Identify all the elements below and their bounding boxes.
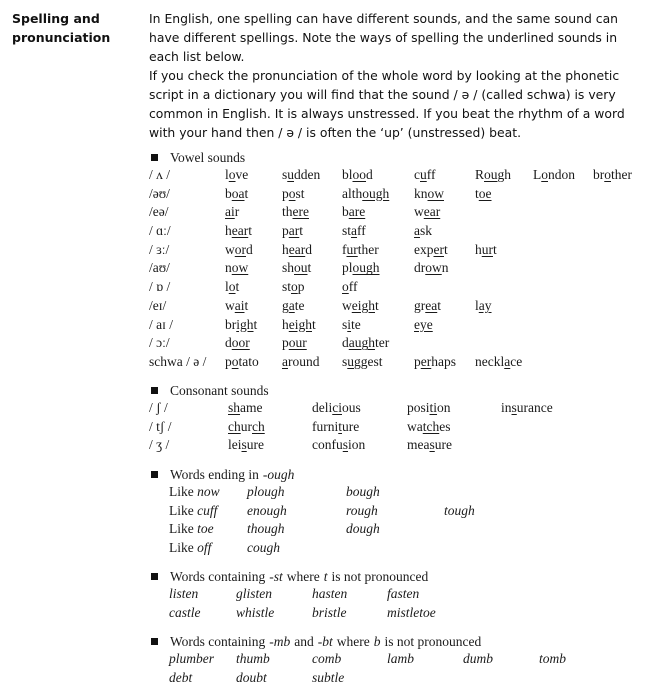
word: plough: [247, 484, 285, 499]
word: daughter: [342, 335, 390, 351]
st-row: [149, 604, 436, 624]
word: Rough: [475, 167, 512, 182]
mb-row: [149, 670, 481, 689]
word: lamb: [387, 651, 414, 666]
bullet-icon: [151, 573, 158, 580]
word: watches: [407, 418, 451, 434]
word: part: [282, 223, 304, 239]
word: whistle: [236, 604, 275, 620]
vowel-row: [149, 353, 523, 373]
vowel-row: [149, 167, 632, 186]
vowel-row: [149, 241, 497, 261]
word: measure: [407, 437, 453, 453]
word: though: [247, 521, 285, 537]
word: delicious: [312, 400, 361, 415]
word: hasten: [312, 586, 348, 601]
phonetic-symbol: /eɪ/: [149, 297, 167, 313]
word: door: [225, 335, 250, 351]
word: love: [225, 167, 249, 182]
phonetic-symbol: / ɒ /: [149, 279, 171, 295]
bullet-icon: [151, 638, 158, 645]
like-label: Like toe: [169, 521, 214, 537]
word: plumber: [169, 651, 214, 666]
word: perhaps: [414, 353, 456, 369]
word: shame: [228, 400, 263, 415]
word: wear: [414, 204, 441, 220]
consonant-row: [149, 437, 453, 456]
word: castle: [169, 604, 201, 620]
word: know: [414, 185, 444, 201]
word: lot: [225, 279, 240, 295]
word: bristle: [312, 604, 347, 620]
word: necklace: [475, 353, 523, 369]
vowel-sounds-section: [149, 148, 632, 373]
word: fasten: [387, 586, 420, 601]
phonetic-symbol: / ʃ /: [149, 400, 168, 415]
word: further: [342, 241, 379, 257]
word: church: [228, 418, 265, 434]
like-label: Like now: [169, 484, 220, 499]
word: doubt: [236, 669, 267, 685]
phonetic-symbol: /əʊ/: [149, 185, 170, 201]
word: around: [282, 353, 320, 369]
word: now: [225, 260, 249, 276]
word: toe: [475, 185, 492, 201]
word: glisten: [236, 586, 272, 601]
mb-row: [149, 651, 566, 670]
vowel-row: [149, 204, 441, 223]
word: cough: [247, 540, 280, 556]
word: bright: [225, 316, 258, 332]
consonant-row: [149, 418, 451, 438]
ough-row: [149, 484, 380, 503]
word: air: [225, 204, 240, 220]
ough-heading: Words ending in -ough: [149, 465, 294, 484]
phonetic-symbol: / ɔː/: [149, 335, 170, 351]
word: tough: [444, 502, 475, 518]
word: suggest: [342, 353, 383, 369]
st-row: [149, 586, 428, 605]
word: potato: [225, 353, 259, 369]
word: pour: [282, 335, 307, 351]
word: although: [342, 185, 390, 201]
consonant-sounds-heading: Consonant sounds: [149, 381, 269, 400]
word: leisure: [228, 437, 265, 453]
word: cuff: [414, 167, 436, 182]
word: heard: [282, 241, 312, 257]
word: tomb: [539, 651, 566, 666]
mb-bt-section: [149, 632, 566, 688]
word: gate: [282, 297, 305, 313]
word: great: [414, 297, 441, 313]
ough-row: [149, 521, 380, 540]
word: debt: [169, 669, 193, 685]
intro-paragraph-2: If you check the pronunciation of the whole word by looking at the phonetic script in a dictionary you will find that the sound / ə / (called schwa) is very common in English. It is always unstressed. If you beat the rhythm of a word with your hand then / ə / is often the ‘up’ (unstressed) beat.: [149, 68, 625, 140]
phonetic-symbol: / ʌ /: [149, 167, 171, 182]
vowel-row: [149, 279, 358, 298]
word: site: [342, 316, 361, 332]
vowel-row: [149, 297, 492, 317]
word: confusion: [312, 437, 366, 453]
word: rough: [346, 502, 378, 518]
word: dumb: [463, 651, 493, 666]
word: listen: [169, 586, 199, 601]
word: expert: [414, 241, 448, 257]
word: bare: [342, 204, 366, 220]
phonetic-symbol: /eə/: [149, 204, 169, 220]
ough-row: [149, 502, 475, 522]
word: bough: [346, 484, 380, 499]
phonetic-symbol: / aɪ /: [149, 316, 173, 332]
vowel-row: [149, 185, 492, 205]
word: mistletoe: [387, 604, 436, 620]
word: enough: [247, 502, 287, 518]
word: staff: [342, 223, 366, 239]
like-label: Like cuff: [169, 502, 218, 518]
word: there: [282, 204, 309, 220]
word: subtle: [312, 669, 345, 685]
bullet-icon: [151, 471, 158, 478]
phonetic-symbol: /aʊ/: [149, 260, 170, 276]
ough-row: [149, 540, 294, 559]
vowel-row: [149, 223, 433, 242]
word: lay: [475, 297, 492, 313]
bullet-icon: [151, 387, 158, 394]
phonetic-symbol: / ɜː/: [149, 241, 170, 257]
word: plough: [342, 260, 380, 276]
mb-bt-heading: Words containing -mb and -bt where b is not pronounced: [149, 632, 481, 651]
word: furniture: [312, 418, 360, 434]
vowel-row: [149, 260, 449, 279]
vowel-row: [149, 316, 433, 336]
word: ask: [414, 223, 433, 239]
bullet-icon: [151, 154, 158, 161]
word: off: [342, 279, 358, 295]
word: insurance: [501, 400, 553, 415]
word: sudden: [282, 167, 321, 182]
vowel-sounds-heading: Vowel sounds: [149, 148, 245, 167]
word: London: [533, 167, 575, 182]
word: drown: [414, 260, 449, 276]
word: brother: [593, 167, 632, 182]
word: shout: [282, 260, 312, 276]
like-label: Like off: [169, 540, 212, 556]
word: weight: [342, 297, 379, 313]
word: post: [282, 185, 305, 201]
word: word: [225, 241, 253, 257]
consonant-row: [149, 400, 553, 419]
word: position: [407, 400, 451, 415]
st-heading: Words containing -st where t is not pronounced: [149, 567, 428, 586]
word: comb: [312, 651, 342, 666]
word: heart: [225, 223, 252, 239]
consonant-sounds-section: [149, 381, 553, 456]
word: height: [282, 316, 316, 332]
intro-text: [149, 9, 639, 142]
ough-section: [149, 465, 475, 559]
word: thumb: [236, 651, 270, 666]
st-section: [149, 567, 436, 623]
phonetic-symbol: / ʒ /: [149, 437, 170, 453]
word: dough: [346, 521, 380, 537]
section-label: Spelling and pronunciation: [12, 11, 111, 45]
word: blood: [342, 167, 373, 182]
word: stop: [282, 279, 305, 295]
phonetic-symbol: schwa / ə /: [149, 353, 207, 369]
word: wait: [225, 297, 249, 313]
intro-paragraph-1: In English, one spelling can have different sounds, and the same sound can have different spellings. Note the ways of spelling the underlined sounds in each list below.: [149, 11, 619, 64]
word: eye: [414, 316, 433, 332]
word: hurt: [475, 241, 497, 257]
phonetic-symbol: / tʃ /: [149, 418, 172, 434]
vowel-row: [149, 335, 390, 354]
word: boat: [225, 185, 249, 201]
phonetic-symbol: / ɑː/: [149, 223, 171, 239]
